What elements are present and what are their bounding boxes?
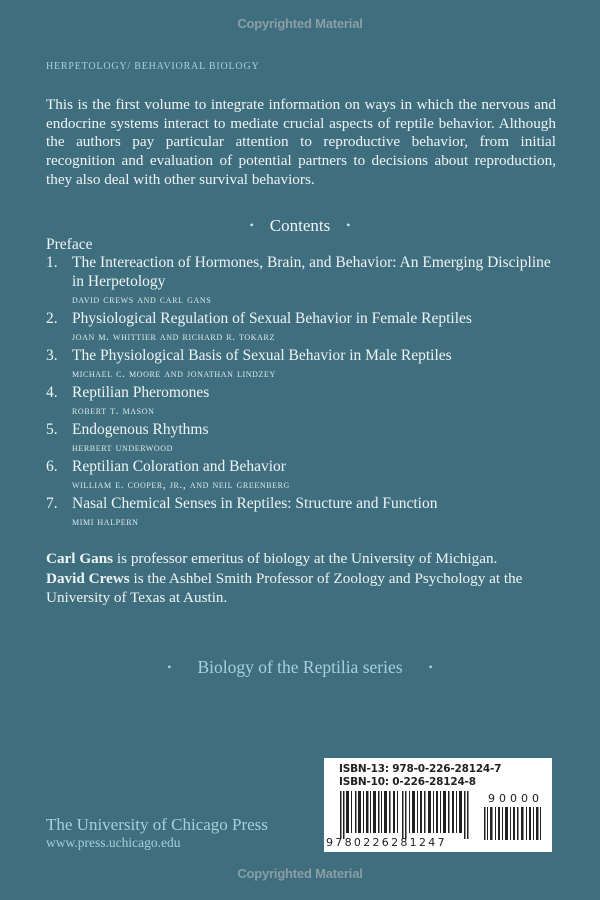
chapter-authors: herbert underwood [72,442,174,454]
publisher-name: The University of Chicago Press [46,815,268,834]
subject-category: HERPETOLOGY/ BEHAVIORAL BIOLOGY [46,61,260,72]
chapter-title: Reptilian Coloration and Behavior [72,457,286,475]
chapter-number: 7. [46,494,58,512]
book-description: This is the first volume to integrate information on ways in which the nervous and endocrine systems interact to mediate crucial aspects of reptile behavior. Although the authors pay particular attention to reproductive behavior, from initial recognition and evaluation of potential partners to decisions about reproduction, they also deal with other survival behaviors. [46,96,556,188]
toc-chapter [46,384,566,421]
isbn-13: ISBN-13: 978-0-226-28124-7 [339,763,502,775]
toc-chapter [46,458,566,495]
publisher-block [46,815,268,851]
toc-chapter [46,421,566,458]
series-line [0,657,600,678]
chapter-number: 5. [46,420,58,438]
chapter-authors: william e. cooper, jr., and neil greenberg [72,479,290,491]
chapter-title: Endogenous Rhythms [72,420,209,438]
publisher-url: www.press.uchicago.edu [46,835,181,850]
chapter-number: 3. [46,346,58,364]
isbn-barcode [324,758,552,852]
series-title: Biology of the Reptilia series [197,657,403,677]
bullet-icon: • [346,218,351,232]
author-name: David Crews [46,569,130,587]
bullet-icon: • [167,660,172,674]
toc-chapter [46,310,566,347]
chapter-number: 6. [46,457,58,475]
chapter-title: Physiological Regulation of Sexual Behavior in Female Reptiles [72,309,472,327]
chapter-title: The Physiological Basis of Sexual Behavior in Male Reptiles [72,346,452,364]
toc-chapter [46,254,566,310]
barcode-digits: 9780226281247 [326,836,447,849]
chapter-authors: michael c. moore and jonathan lindzey [72,368,276,380]
chapter-authors: robert t. mason [72,405,155,417]
toc-chapter [46,495,566,532]
chapter-authors: joan m. whittier and richard r. tokarz [72,331,275,343]
chapter-number: 2. [46,309,58,327]
author-bio-text: is the Ashbel Smith Professor of Zoology and Psychology at the University of Texas at Austin. [46,569,523,606]
bullet-icon: • [249,218,254,232]
copyright-watermark-top: Copyrighted Material [237,16,363,31]
chapter-title: The Intereaction of Hormones, Brain, and Behavior: An Emerging Discipline in Herpetology [72,254,551,290]
author-name: Carl Gans [46,550,114,567]
contents-title: Contents [269,216,331,235]
chapter-title: Nasal Chemical Senses in Reptiles: Structure and Function [72,494,438,512]
chapter-number: 4. [46,383,58,401]
table-of-contents [46,236,566,532]
barcode-bars-icon [336,791,474,839]
bullet-icon: • [428,660,433,674]
addon-barcode-bars-icon [484,807,542,840]
author-bios [46,549,556,608]
chapter-authors: david crews and carl gans [72,294,212,306]
isbn-10: ISBN-10: 0-226-28124-8 [339,776,476,788]
author-bio-text: is professor emeritus of biology at the University of Michigan. [113,550,498,567]
price-addon-digits: 90000 [488,792,543,805]
toc-chapter [46,347,566,384]
copyright-watermark-bottom: Copyrighted Material [237,866,363,881]
chapter-title: Reptilian Pheromones [72,383,210,401]
contents-heading [0,216,600,236]
chapter-authors: mimi halpern [72,516,139,528]
toc-preface: Preface [46,236,93,253]
chapter-number: 1. [46,254,58,271]
